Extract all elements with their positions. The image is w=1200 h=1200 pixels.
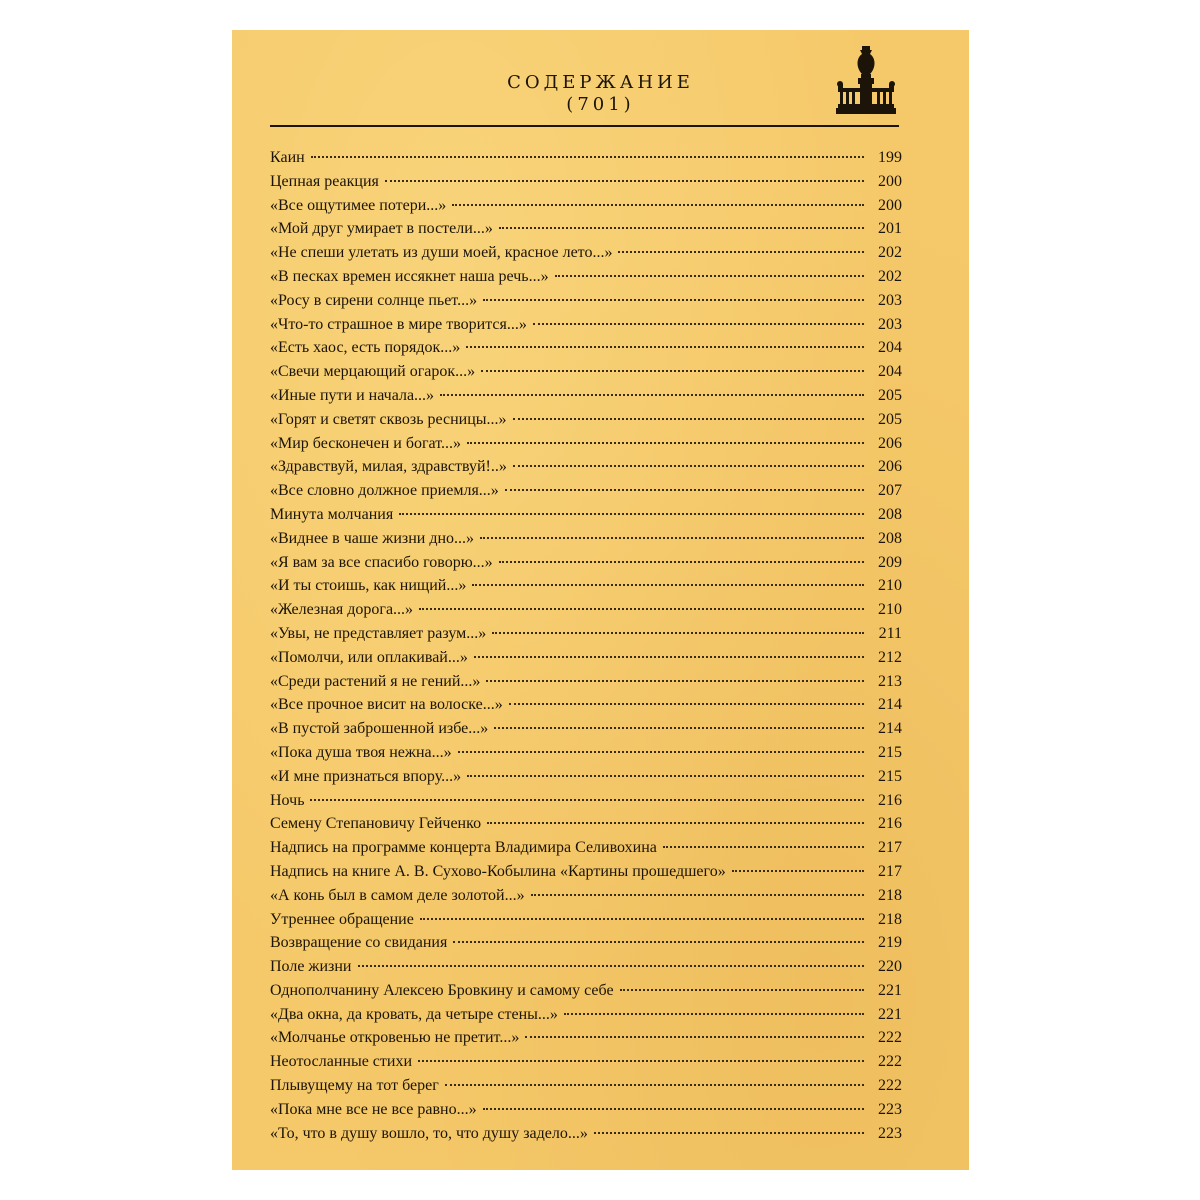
toc-entry-title: «Увы, не представляет разум...» (270, 624, 487, 642)
toc-entry-page: 208 (878, 505, 902, 523)
toc-entry (270, 197, 902, 221)
book-page (232, 30, 969, 1170)
toc-entry-title: Поле жизни (270, 958, 352, 976)
toc-entry (270, 1029, 902, 1053)
dot-leader (452, 204, 864, 206)
toc-entry-title: «Виднее в чаше жизни дно...» (270, 529, 475, 547)
dot-leader (453, 941, 864, 943)
toc-entry-title: «Горят и светят сквозь ресницы...» (270, 410, 507, 428)
toc-entry (270, 244, 902, 268)
toc-entry-title: «Я вам за все спасибо говорю...» (270, 553, 493, 571)
toc-entry (270, 887, 902, 911)
toc-entry-page: 203 (878, 315, 902, 333)
toc-entry-title: Семену Степановичу Гейченко (270, 815, 482, 833)
toc-entry-page: 215 (878, 767, 902, 785)
toc-entry-title: «Помолчи, или оплакивай...» (270, 648, 468, 666)
toc-entry (270, 839, 902, 863)
toc-entry (270, 934, 902, 958)
toc-entry (270, 530, 902, 554)
toc-entry-title: «Все прочное висит на волоске...» (270, 696, 503, 714)
toc-entry-title: Цепная реакция (270, 172, 379, 190)
toc-entry (270, 792, 902, 816)
toc-entry-page: 218 (878, 886, 902, 904)
toc-entry-page: 221 (878, 981, 902, 999)
toc-entry-page: 214 (878, 720, 902, 738)
toc-entry (270, 411, 902, 435)
toc-entry-page: 209 (878, 553, 902, 571)
toc-entry (270, 696, 902, 720)
toc-entry (270, 220, 902, 244)
dot-leader (513, 418, 864, 420)
toc-entry-title: «Железная дорога...» (270, 601, 414, 619)
toc-entry-page: 222 (878, 1077, 902, 1095)
toc-entry-title: «Мир бесконечен и богат...» (270, 434, 461, 452)
toc-entry-title: «Что-то страшное в мире творится...» (270, 315, 527, 333)
toc-entry-title: «Здравствуй, милая, здравствуй!..» (270, 458, 507, 476)
toc-entry-title: Каин (270, 149, 305, 166)
toc-entry-page: 201 (878, 220, 902, 238)
toc-entry-page: 214 (878, 696, 902, 714)
toc-entry-page: 218 (878, 910, 902, 928)
dot-leader (531, 894, 864, 896)
toc-entry-title: «И ты стоишь, как нищий...» (270, 577, 467, 595)
toc-entry (270, 744, 902, 768)
dot-leader (440, 394, 864, 396)
toc-entry-title: «Мой друг умирает в постели...» (270, 220, 493, 238)
toc-entry-title: «Не спеши улетать из души моей, красное лето...» (270, 244, 613, 262)
toc-entry (270, 1053, 902, 1077)
toc-entry-title: «Росу в сирени солнце пьет...» (270, 291, 478, 309)
toc-entry-title: «Свечи мерцающий огарок...» (270, 363, 476, 381)
toc-entry-page: 221 (878, 1005, 902, 1023)
toc-entry-page: 199 (878, 149, 902, 166)
toc-entry (270, 339, 902, 363)
toc-entry-title: «Есть хаос, есть порядок...» (270, 339, 461, 357)
toc-entry (270, 316, 902, 340)
toc-entry-page: 202 (878, 244, 902, 262)
toc-entry-title: Плывущему на тот берег (270, 1077, 439, 1095)
toc-entry-title: «Пока мне все не все равно...» (270, 1100, 477, 1118)
toc-entry (270, 363, 902, 387)
dot-leader (467, 775, 864, 777)
dot-leader (399, 513, 864, 515)
dot-leader (620, 989, 864, 991)
toc-entry-page: 222 (878, 1029, 902, 1047)
dot-leader (499, 561, 864, 563)
dot-leader (492, 632, 864, 634)
toc-entry-page: 213 (878, 672, 902, 690)
toc-entry (270, 625, 902, 649)
toc-entry-title: «Пока душа твоя нежна...» (270, 743, 452, 761)
dot-leader (481, 370, 864, 372)
dot-leader (525, 1036, 864, 1038)
toc-entry (270, 554, 902, 578)
toc-entry-title: «Среди растений я не гений...» (270, 672, 481, 690)
toc-entry-page: 223 (878, 1100, 902, 1118)
dot-leader (533, 323, 864, 325)
dot-leader (358, 965, 865, 967)
toc-entry (270, 149, 902, 173)
toc-entry (270, 982, 902, 1006)
toc-entry-page: 205 (878, 386, 902, 404)
toc-entry-page: 206 (878, 434, 902, 452)
dot-leader (555, 275, 864, 277)
toc-entry-page: 200 (878, 172, 902, 190)
toc-entry-title: «В пустой заброшенной избе...» (270, 720, 489, 738)
toc-entry-title: Минута молчания (270, 505, 394, 523)
toc-entry-page: 215 (878, 743, 902, 761)
dot-leader (483, 1108, 864, 1110)
toc-entry-page: 216 (878, 815, 902, 833)
toc-entry-page: 219 (878, 934, 902, 952)
toc-entry (270, 482, 902, 506)
toc-entry-title: «Два окна, да кровать, да четыре стены...» (270, 1005, 558, 1023)
urn-on-balustrade-icon (836, 44, 896, 116)
toc-entry (270, 768, 902, 792)
dot-leader (564, 1013, 864, 1015)
toc-entry-title: Надпись на программе концерта Владимира Селивохина (270, 839, 657, 857)
dot-leader (310, 799, 864, 801)
toc-entry (270, 1077, 902, 1101)
toc-entry-title: Ночь (270, 791, 305, 809)
dot-leader (483, 299, 864, 301)
table-of-contents (270, 149, 902, 1148)
toc-entry-title: «И мне признаться впору...» (270, 767, 462, 785)
toc-entry-page: 210 (878, 577, 902, 595)
toc-entry-page: 207 (878, 482, 902, 500)
toc-entry (270, 506, 902, 530)
dot-leader (494, 727, 864, 729)
toc-entry-title: Возвращение со свидания (270, 934, 448, 952)
toc-entry-page: 206 (878, 458, 902, 476)
page-number: (701) (566, 94, 635, 115)
toc-entry (270, 815, 902, 839)
dot-leader (480, 537, 864, 539)
dot-leader (458, 751, 864, 753)
toc-entry (270, 911, 902, 935)
toc-entry-title: «То, что в душу вошло, то, что душу задело...» (270, 1124, 588, 1142)
toc-entry-title: Неотосланные стихи (270, 1053, 413, 1071)
dot-leader (445, 1084, 864, 1086)
toc-entry-page: 217 (878, 862, 902, 880)
toc-entry (270, 649, 902, 673)
dot-leader (499, 227, 864, 229)
toc-entry-page: 223 (878, 1124, 902, 1142)
toc-entry-page: 202 (878, 267, 902, 285)
toc-entry-page: 210 (878, 601, 902, 619)
toc-entry (270, 173, 902, 197)
toc-entry (270, 673, 902, 697)
toc-entry (270, 435, 902, 459)
toc-entry-page: 216 (878, 791, 902, 809)
dot-leader (732, 870, 864, 872)
toc-entry (270, 1006, 902, 1030)
toc-entry-page: 208 (878, 529, 902, 547)
toc-entry-page: 200 (878, 196, 902, 214)
toc-entry (270, 292, 902, 316)
toc-entry (270, 1125, 902, 1149)
toc-entry-page: 203 (878, 291, 902, 309)
toc-entry-title: Надпись на книге А. В. Сухово-Кобылина «Картины прошедшего» (270, 862, 726, 880)
toc-entry (270, 863, 902, 887)
toc-entry (270, 601, 902, 625)
dot-leader (472, 584, 864, 586)
toc-entry-title: «Все словно должное приемля...» (270, 482, 499, 500)
dot-leader (618, 251, 864, 253)
dot-leader (419, 608, 864, 610)
toc-entry-title: «В песках времен иссякнет наша речь...» (270, 267, 549, 285)
header-rule (270, 125, 899, 127)
toc-entry (270, 387, 902, 411)
toc-entry (270, 577, 902, 601)
toc-entry (270, 268, 902, 292)
toc-entry-title: Однополчанину Алексею Бровкину и самому себе (270, 981, 614, 999)
dot-leader (474, 656, 864, 658)
toc-entry-title: «Молчанье откровенью не претит...» (270, 1029, 520, 1047)
dot-leader (311, 156, 864, 158)
toc-entry (270, 1101, 902, 1125)
dot-leader (505, 489, 864, 491)
toc-entry-page: 205 (878, 410, 902, 428)
toc-entry-title: «Все ощутимее потери...» (270, 196, 447, 214)
toc-entry-page: 217 (878, 839, 902, 857)
dot-leader (487, 822, 864, 824)
dot-leader (466, 346, 864, 348)
toc-entry-page: 220 (878, 958, 902, 976)
dot-leader (509, 703, 864, 705)
toc-entry-title: Утреннее обращение (270, 910, 414, 928)
toc-entry (270, 958, 902, 982)
toc-entry-title: «А конь был в самом деле золотой...» (270, 886, 525, 904)
dot-leader (418, 1060, 864, 1062)
toc-entry (270, 720, 902, 744)
dot-leader (486, 680, 864, 682)
toc-entry-page: 212 (878, 648, 902, 666)
toc-entry-page: 211 (878, 624, 902, 642)
dot-leader (663, 846, 864, 848)
dot-leader (467, 442, 864, 444)
dot-leader (513, 465, 864, 467)
toc-entry-page: 204 (878, 363, 902, 381)
toc-entry-page: 204 (878, 339, 902, 357)
toc-entry-page: 222 (878, 1053, 902, 1071)
dot-leader (385, 180, 864, 182)
toc-entry-title: «Иные пути и начала...» (270, 386, 435, 404)
toc-entry (270, 458, 902, 482)
page-title: СОДЕРЖАНИЕ (507, 72, 694, 93)
dot-leader (420, 918, 864, 920)
dot-leader (594, 1132, 864, 1134)
